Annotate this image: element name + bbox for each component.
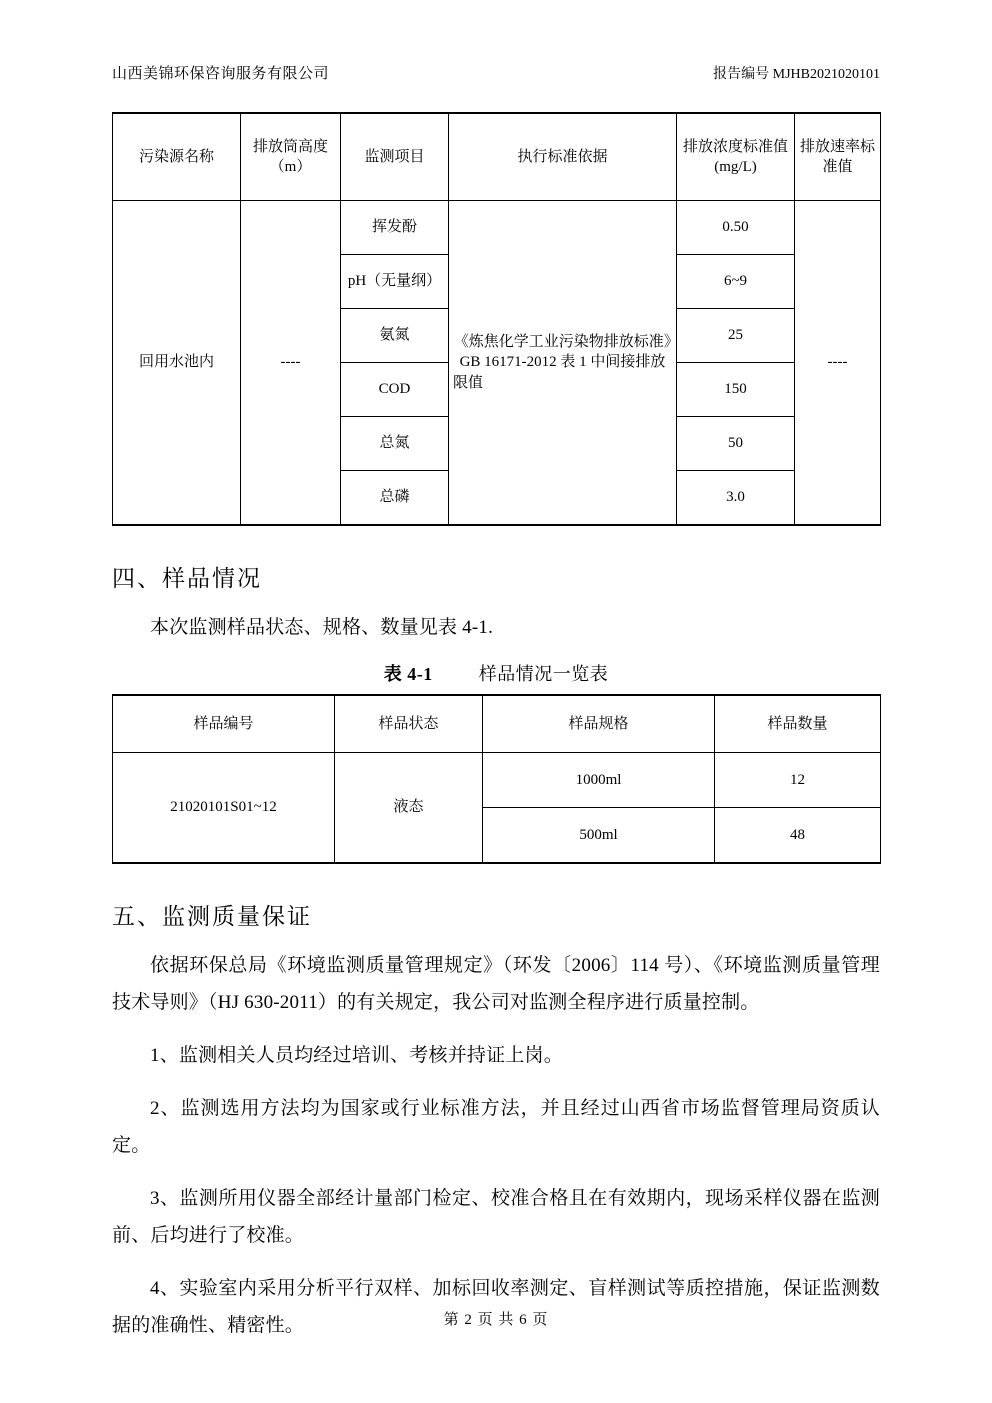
cell-emission-rate: ----	[795, 201, 881, 526]
section5-paragraph-3: 2、监测选用方法均为国家或行业标准方法，并且经过山西省市场监督管理局资质认定。	[112, 1098, 880, 1157]
cell-sample-no: 21020101S01~12	[113, 753, 335, 864]
emission-standards-table	[112, 112, 881, 526]
table-row	[113, 201, 881, 255]
col-header-sample-spec: 样品规格	[483, 695, 715, 753]
col-header-sample-count: 样品数量	[715, 695, 881, 753]
cell-standard-value: 25	[677, 309, 795, 363]
page-header	[112, 62, 880, 83]
table-caption-text: 样品情况一览表	[478, 664, 609, 685]
col-header-monitor-item: 监测项目	[341, 113, 449, 201]
table-header-row	[113, 113, 881, 201]
cell-monitor-item: 总氮	[341, 417, 449, 471]
cell-sample-spec: 500ml	[483, 808, 715, 864]
page-footer	[0, 1308, 992, 1329]
cell-source-name: 回用水池内	[113, 201, 241, 526]
section5-paragraph-4: 3、监测所用仪器全部经计量部门检定、校准合格且在有效期内，现场采样仪器在监测前、后均进行了校准。	[112, 1188, 880, 1247]
header-report-number: 报告编号 MJHB2021020101	[713, 67, 880, 82]
table-caption-number: 表 4-1	[383, 664, 433, 685]
cell-monitor-item: 挥发酚	[341, 201, 449, 255]
table-header-row	[113, 695, 881, 753]
cell-standard-basis: 《炼焦化学工业污染物排放标准》GB 16171-2012 表 1 中间接排放限值	[449, 201, 677, 526]
cell-monitor-item: 氨氮	[341, 309, 449, 363]
table-caption-4-1	[112, 660, 880, 686]
col-header-concentration-standard: 排放浓度标准值(mg/L)	[677, 113, 795, 201]
cell-sample-state: 液态	[335, 753, 483, 864]
page-content	[112, 112, 880, 1344]
section4-intro: 本次监测样品状态、规格、数量见表 4-1.	[150, 617, 494, 638]
cell-sample-count: 12	[715, 753, 881, 808]
samples-table	[112, 694, 881, 864]
col-header-rate-standard: 排放速率标准值	[795, 113, 881, 201]
cell-monitor-item: pH（无量纲）	[341, 255, 449, 309]
col-header-sample-no: 样品编号	[113, 695, 335, 753]
page-number-label: 第 2 页 共 6 页	[443, 1312, 549, 1328]
cell-standard-value: 150	[677, 363, 795, 417]
section-title-4: 四、样品情况	[112, 566, 262, 592]
cell-stack-height: ----	[241, 201, 341, 526]
section5-paragraph-1: 依据环保总局《环境监测质量管理规定》（环发〔2006〕114 号）、《环境监测质量管理技术导则》（HJ 630-2011）的有关规定，我公司对监测全程序进行质量控制。	[112, 955, 880, 1014]
cell-monitor-item: COD	[341, 363, 449, 417]
col-header-stack-height: 排放筒高度（m）	[241, 113, 341, 201]
cell-standard-value: 6~9	[677, 255, 795, 309]
cell-sample-spec: 1000ml	[483, 753, 715, 808]
cell-sample-count: 48	[715, 808, 881, 864]
cell-standard-value: 50	[677, 417, 795, 471]
table-row	[113, 753, 881, 808]
section5-paragraph-5: 4、实验室内采用分析平行双样、加标回收率测定、盲样测试等质控措施，保证监测数据的准确性、精密性。	[112, 1278, 880, 1337]
cell-standard-value: 3.0	[677, 471, 795, 526]
section5-paragraph-2: 1、监测相关人员均经过培训、考核并持证上岗。	[150, 1045, 563, 1067]
cell-monitor-item: 总磷	[341, 471, 449, 526]
col-header-standard-basis: 执行标准依据	[449, 113, 677, 201]
section-title-5: 五、监测质量保证	[112, 904, 312, 931]
cell-standard-value: 0.50	[677, 201, 795, 255]
col-header-source-name: 污染源名称	[113, 113, 241, 201]
col-header-sample-state: 样品状态	[335, 695, 483, 753]
header-company: 山西美锦环保咨询服务有限公司	[112, 66, 330, 82]
